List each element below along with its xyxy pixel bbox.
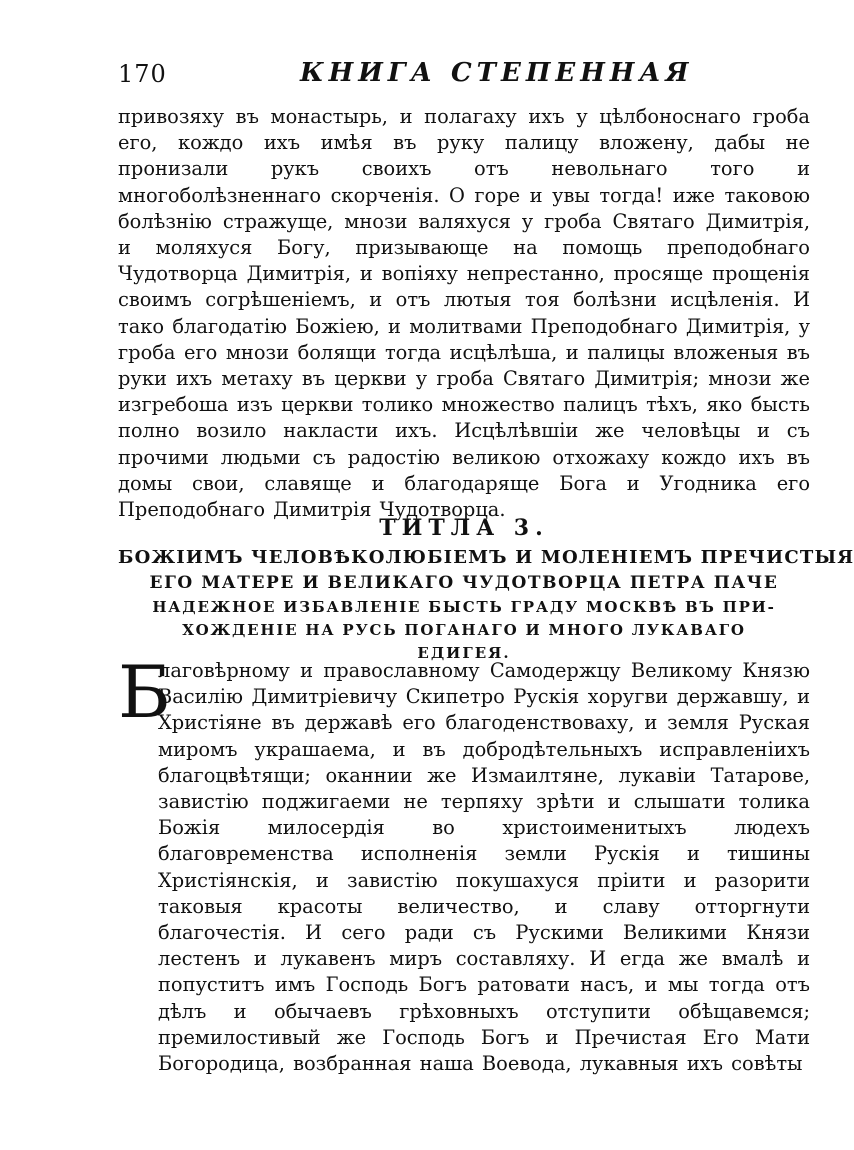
heading-line: ЕДИГЕЯ. — [417, 644, 511, 662]
heading-line: ХОЖДЕНІЕ НА РУСЬ ПОГАНАГО И МНОГО ЛУКАВАГО — [182, 621, 746, 639]
drop-cap: Б — [118, 650, 171, 734]
section-heading — [118, 544, 854, 664]
body-paragraph-1: привозяху въ монастырь, и полагаху ихъ у цѣлбоноснаго гроба его, кождо ихъ имѣя въ руку палицу вложену, дабы не пронизали рукъ своихъ отъ невольнаго того и многоболѣзненнаго скорченія. О горе и увы тогда! иже таковою болѣзнію стражуще, мнози валяхуся у гроба Святаго Димитрія, и моляхуся Богу, призывающе на помощь преподобнаго Чудотворца Димитрія, и вопіяху непрестанно, просяще прощенія своимъ согрѣшеніемъ, и отъ лютыя тоя болѣзни исцѣленія. И тако благодатію Божіею, и молитвами Преподобнаго Димитрія, у гроба его мнози болящи тогда исцѣлѣша, и палицы вложеныя въ руки ихъ метаху въ церкви у гроба Святаго Димитрія; мнози же изгребоша изъ церкви толико множество палицъ тѣхъ, яко бысть полно возило накласти ихъ. Исцѣлѣвшіи же человѣцы и съ прочими людьми съ радостію великою отхожаху кождо ихъ въ домы свои, славяще и благодаряще Бога и Угодника его Преподобнаго Димитрія Чудотворца. — [118, 105, 810, 522]
section-number: ТИТЛА 3. — [379, 515, 549, 541]
heading-line: ЕГО МАТЕРЕ И ВЕЛИКАГО ЧУДОТВОРЦА ПЕТРА ПАЧЕ — [149, 573, 779, 593]
page-header — [112, 54, 812, 94]
page-number: 170 — [118, 60, 167, 88]
running-title: КНИГА СТЕПЕННАЯ — [300, 58, 694, 88]
body-paragraph-2: лаговѣрному и православному Самодержцу Великому Князю Василію Димитріевичу Скипетро Рускія хоругви державшу, и Христіяне въ державѣ его благоденствоваху, и земля Руская миромъ украшаема, и въ добродѣтельныхъ исправленіихъ благоцвѣтящи; оканнии же Измаилтяне, лукавіи Татарове, завистію поджигаеми не терпяху зрѣти и слышати толика Божія милосердія во христоименитыхъ людехъ благовременства исполненія земли Рускія и тишины Христіянскія, и завистію покушахуся пріити и разорити таковыя красоты величество, и славу отторгнути благочестія. И сего ради съ Рускими Великими Князи лестенъ и лукавенъ миръ составляху. И егда же вмалѣ и попуститъ имъ Господь Богъ ратовати насъ, и мы тогда отъ дѣлъ и обычаевъ грѣховныхъ отступити обѣщавемся; премилостивый же Господь Богъ и Пречистая Его Мати Богородица, возбранная наша Воевода, лукавныя ихъ совѣты — [158, 659, 810, 1076]
heading-line: НАДЕЖНОЕ ИЗБАВЛЕНІЕ БЫСТЬ ГРАДУ МОСКВѢ ВЪ ПРИ- — [152, 598, 776, 616]
heading-line: БОЖІИМЪ ЧЕЛОВѢКОЛЮБІЕМЪ И МОЛЕНІЕМЪ ПРЕЧИСТЫЯ — [118, 547, 854, 568]
